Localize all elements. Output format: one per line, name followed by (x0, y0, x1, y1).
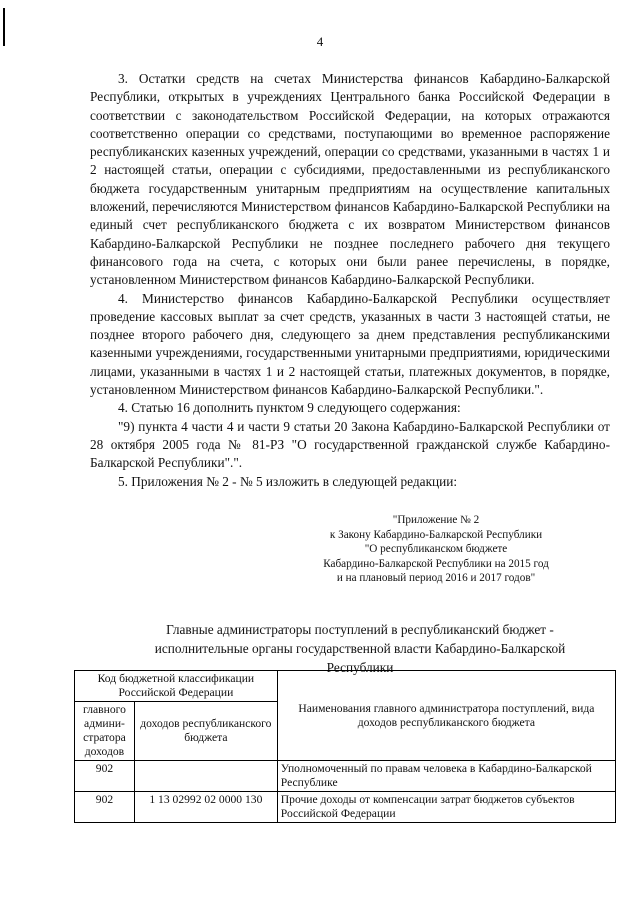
paragraph-item-9: "9) пункта 4 части 4 и части 9 статьи 20 Закона Кабардино-Балкарской Республики от 28 октября 2005 года № 81-РЗ "О государственной гражданской службе Кабардино-Балкарской Республики".". (90, 418, 610, 471)
header-budget-income: доходов республиканского бюджета (134, 702, 277, 761)
header-budget-code: Код бюджетной классификации Российской Федерации (75, 671, 278, 702)
paragraph-amend-article-16: 4. Статью 16 дополнить пунктом 9 следующего содержания: (118, 400, 461, 416)
appendix-line: и на плановый период 2016 и 2017 годов" (336, 572, 536, 585)
table-title-line: Главные администраторы поступлений в республиканский бюджет - (166, 622, 554, 637)
table-title-line: Республики (326, 660, 394, 675)
appendix-line: "О республиканском бюджете (364, 543, 508, 556)
table-row (75, 792, 616, 823)
appendix-line: Кабардино-Балкарской Республики на 2015 год (323, 557, 549, 570)
appendix-reference (300, 513, 572, 586)
cell-income-code (134, 761, 277, 792)
table-title-line: исполнительные органы государственной власти Кабардино-Балкарской (154, 641, 566, 656)
cell-income-code: 1 13 02992 02 0000 130 (134, 792, 277, 823)
table-header-row (75, 671, 616, 702)
table-title (90, 620, 630, 677)
cell-name: Уполномоченный по правам человека в Кабардино-Балкарской Республике (277, 761, 615, 792)
page-number: 4 (316, 34, 324, 49)
cell-admin-code: 902 (75, 761, 135, 792)
appendix-line: к Закону Кабардино-Балкарской Республики (329, 528, 543, 541)
administrators-table (74, 670, 616, 823)
appendix-line: "Приложение № 2 (392, 514, 480, 526)
table-row (75, 761, 616, 792)
paragraph-part-3: 3. Остатки средств на счетах Министерства финансов Кабардино-Балкарской Республики, открытых в учреждениях Центрального банка Российской Федерации в соответствии с законодательством Российской Федерации, на которых отражаются соответственно операции со средствами, поступающими во временное распоряжение республиканских казенных учреждений, операции со средствами, указанными в частях 1 и 2 настоящей статьи, операции с субсидиями, предоставленными из республиканского бюджета государственным унитарным предприятиям на осуществление капитальных вложений, перечисляются Министерством финансов Кабардино-Балкарской Республики на единый счет республиканского бюджета с их возвратом Министерством финансов Кабардино-Балкарской Республики не позднее последнего рабочего дня текущего финансового года на счета, с которых они были ранее перечислены, в порядке, установленном Министерством финансов Кабардино-Балкарской Республики. (90, 71, 610, 288)
cell-name: Прочие доходы от компенсации затрат бюджетов субъектов Российской Федерации (277, 792, 615, 823)
header-chief-administrator: главного админи-стратора доходов (75, 702, 135, 761)
cell-admin-code: 902 (75, 792, 135, 823)
body-text (90, 70, 610, 491)
header-administrator-name: Наименования главного администратора поступлений, вида доходов республиканского бюджета (277, 671, 615, 761)
paragraph-part-4: 4. Министерство финансов Кабардино-Балкарской Республики осуществляет проведение кассовых выплат за счет средств, указанных в части 3 настоящей статьи, не позднее второго рабочего дня, следующего за днем представления республиканскими казенными учреждениями, государственными унитарными предприятиями, юридическими лицами, указанными в частях 1 и 2 настоящей статьи, платежных документов, в порядке, установленном Министерством финансов Кабардино-Балкарской Республики.". (90, 290, 610, 398)
paragraph-amend-appendices: 5. Приложения № 2 - № 5 изложить в следующей редакции: (118, 473, 458, 489)
